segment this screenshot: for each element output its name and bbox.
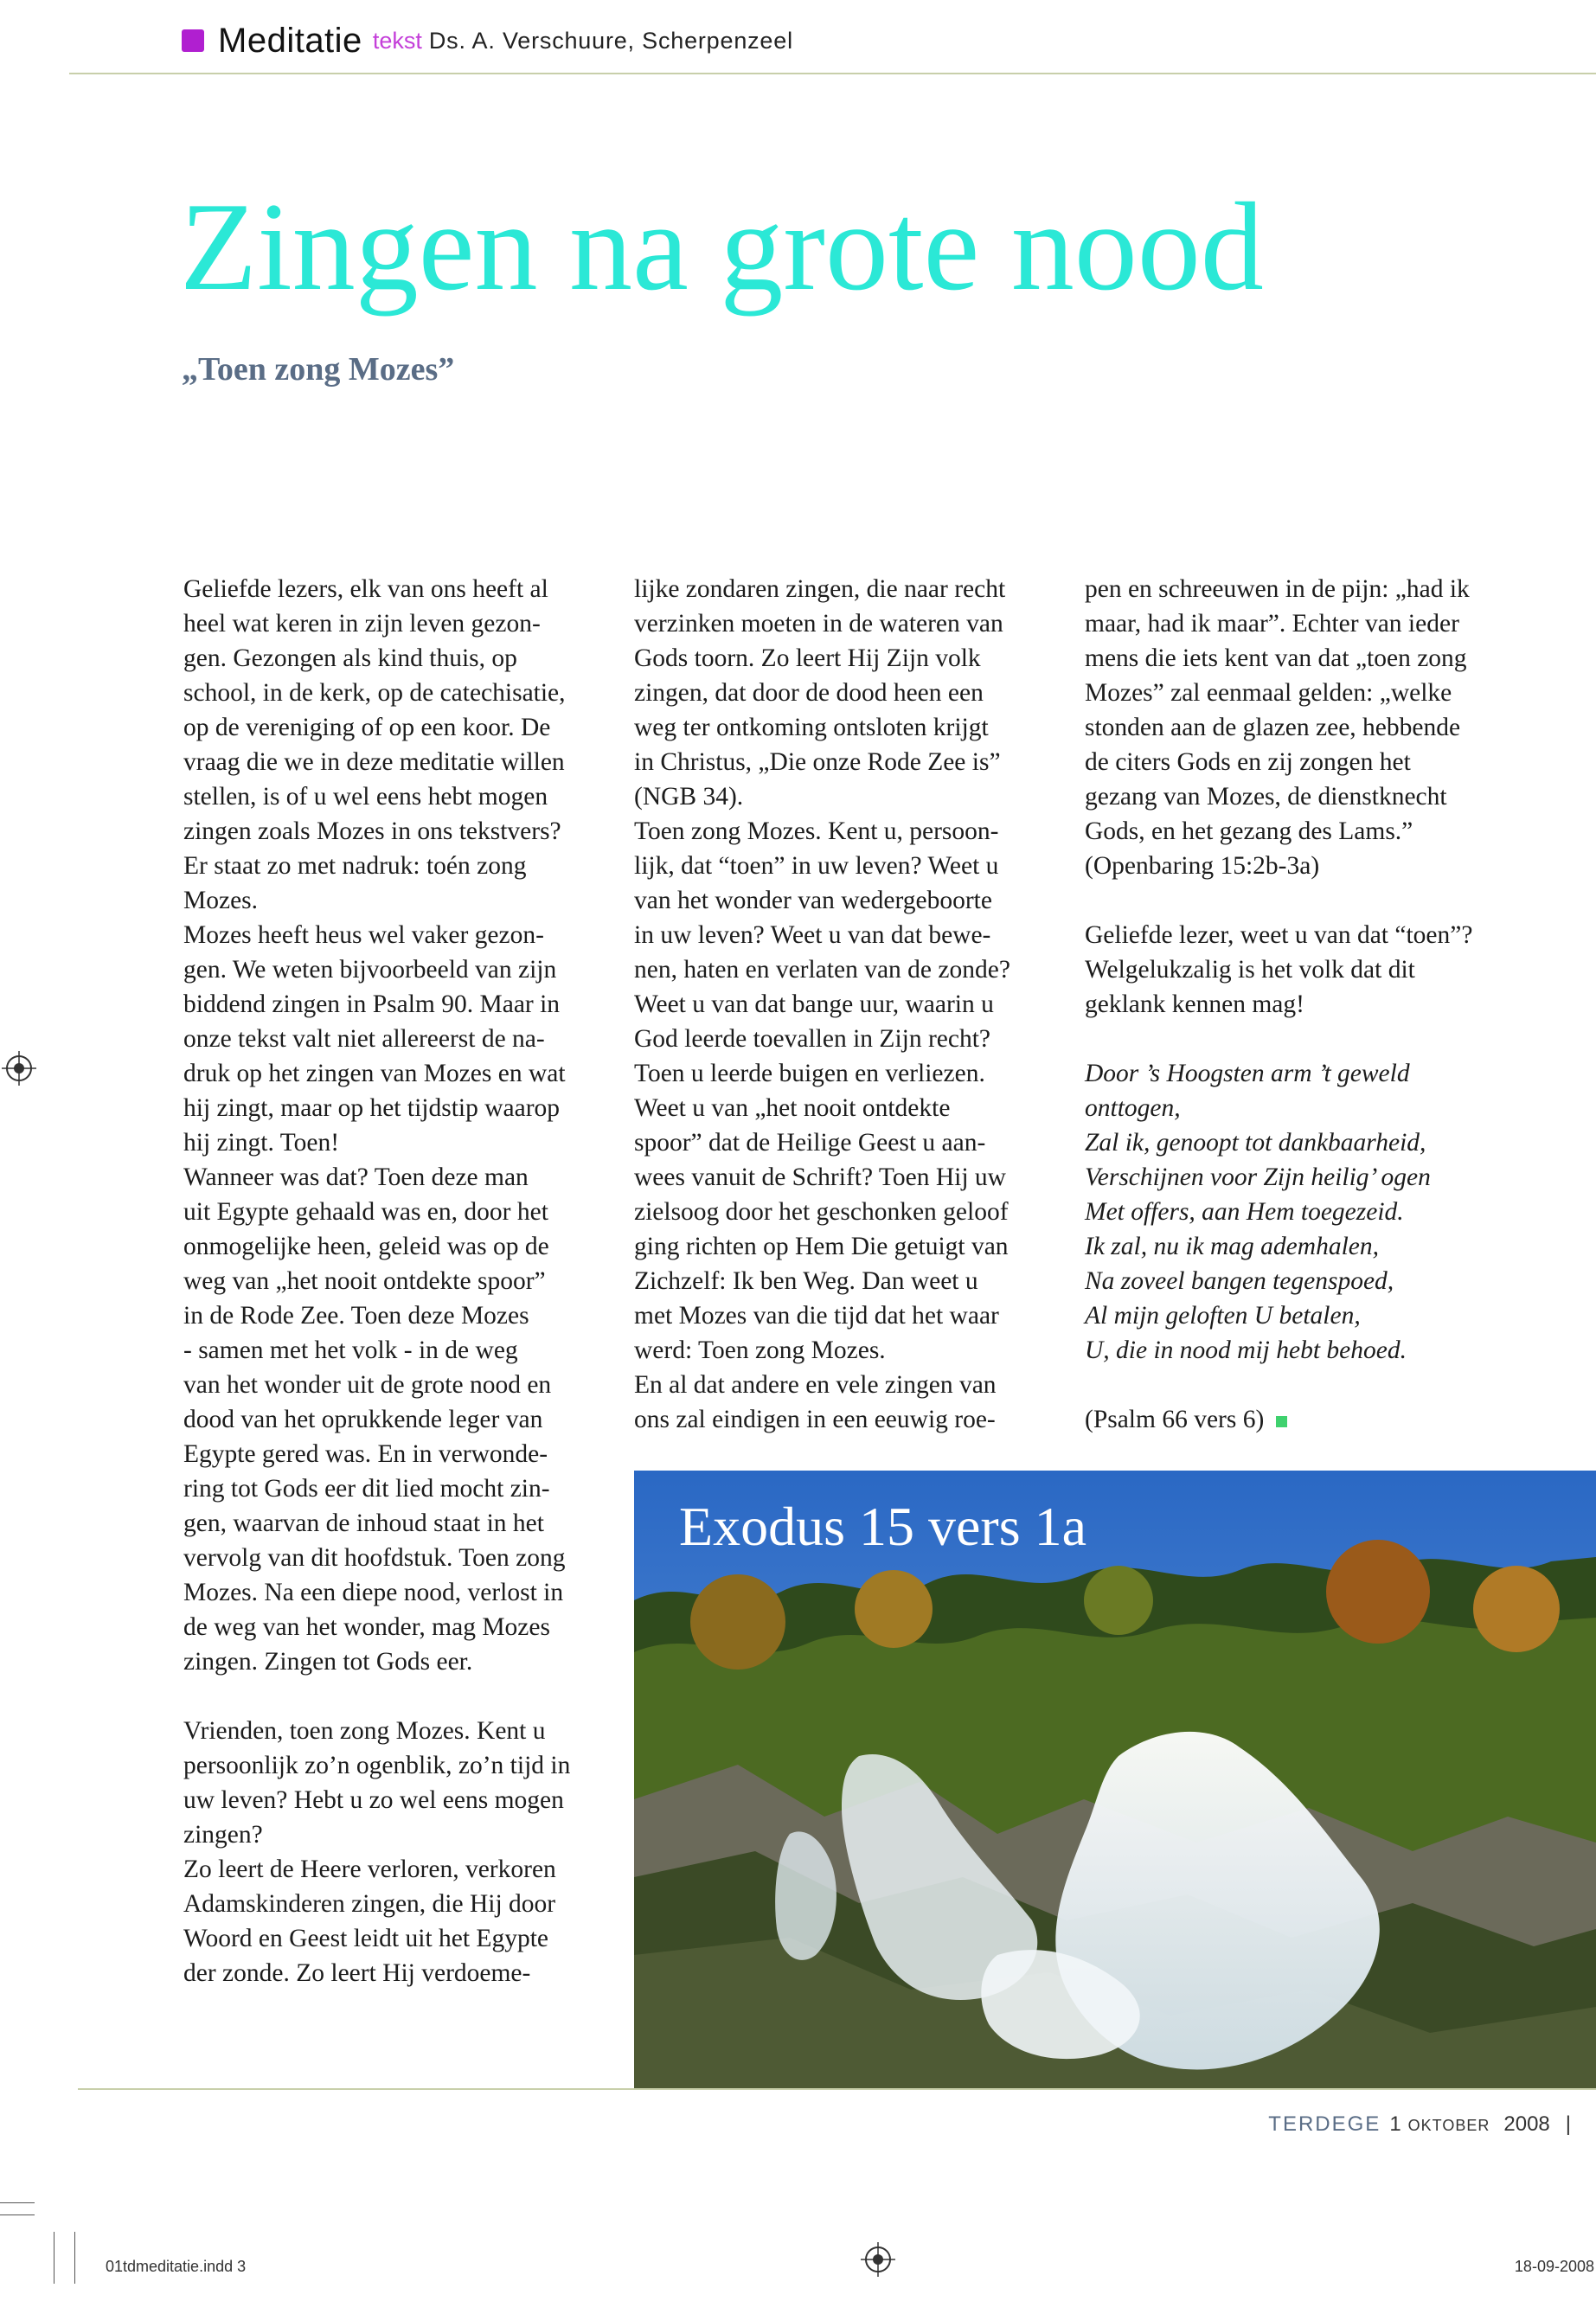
col1b-line: Woord en Geest leidt uit het Egypte (183, 1925, 548, 1952)
paragraph-gap (183, 1679, 570, 1714)
col1b-line: uw leven? Hebt u zo wel eens mogen (183, 1786, 564, 1814)
column-3-paragraph-2 (1085, 918, 1472, 1022)
column-1-paragraph-2 (183, 1714, 570, 1990)
column-3-paragraph-1 (1085, 572, 1472, 883)
issue-day: 1 (1389, 2112, 1401, 2136)
col2-line: God leerde toevallen in Zijn recht? (634, 1025, 991, 1053)
col3-line: Gods, en het gezang des Lams.” (1085, 817, 1413, 845)
col1-line: in de Rode Zee. Toen deze Mozes (183, 1302, 529, 1330)
col1-line: onze tekst valt niet allereerst de na- (183, 1025, 545, 1053)
waterfall-illustration (634, 1471, 1596, 2089)
magazine-name: TERDEGE (1268, 2112, 1381, 2136)
col1-line: Mozes. Na een diepe nood, verlost in (183, 1579, 564, 1606)
col3b-line: Geliefde lezer, weet u van dat “toen”? (1085, 921, 1473, 949)
col2-line: spoor” dat de Heilige Geest u aan- (634, 1129, 986, 1157)
col1-line: uit Egypte gehaald was en, door het (183, 1198, 548, 1226)
col1-line: ring tot Gods eer dit lied mocht zin- (183, 1475, 550, 1503)
poem-line: Al mijn geloften U betalen, (1085, 1302, 1361, 1330)
col3-line: de citers Gods en zij zongen het (1085, 748, 1411, 776)
col2-line: in uw leven? Weet u van dat bewe- (634, 921, 991, 949)
col2-line: lijke zondaren zingen, die naar recht (634, 575, 1006, 603)
col1-line: biddend zingen in Psalm 90. Maar in (183, 990, 561, 1018)
col2-line: En al dat andere en vele zingen van (634, 1371, 997, 1399)
col1b-line: der zonde. Zo leert Hij verdoeme- (183, 1959, 531, 1987)
col1-line: op de vereniging of op een koor. De (183, 714, 551, 741)
col1-line: vraag die we in deze meditatie willen (183, 748, 565, 776)
poem-line: Door ’s Hoogsten arm ’t geweld (1085, 1060, 1410, 1087)
waterfall-photo (634, 1471, 1596, 2089)
col1-line: gen, waarvan de inhoud staat in het (183, 1509, 544, 1537)
poem-line: Zal ik, genoopt tot dankbaarheid, (1085, 1129, 1426, 1157)
registration-mark-icon (2, 1051, 36, 1086)
col1-line: zingen. Zingen tot Gods eer. (183, 1648, 473, 1676)
psalm-reference-text: (Psalm 66 vers 6) (1085, 1406, 1265, 1433)
col2-line: ons zal eindigen in een eeuwig roe- (634, 1406, 996, 1433)
col1-line: onmogelijke heen, geleid was op de (183, 1233, 549, 1260)
col1-line: druk op het zingen van Mozes en wat (183, 1060, 566, 1087)
col3-line: gezang van Mozes, de dienstknecht (1085, 783, 1447, 811)
tekst-label: tekst (372, 27, 422, 54)
poem-line: Ik zal, nu ik mag ademhalen, (1085, 1233, 1379, 1260)
col3-line: (Openbaring 15:2b-3a) (1085, 852, 1320, 880)
col2-line: weg ter ontkoming ontsloten krijgt (634, 714, 989, 741)
col1-line: Mozes heeft heus wel vaker gezon- (183, 921, 544, 949)
col2-line: Gods toorn. Zo leert Hij Zijn volk (634, 644, 981, 672)
column-2-paragraph (634, 572, 1010, 1437)
col3-line: maar, had ik maar”. Echter van ieder (1085, 610, 1459, 638)
crop-mark (74, 2232, 75, 2284)
col1-line: stellen, is of u wel eens hebt mogen (183, 783, 548, 811)
top-divider (69, 73, 1596, 74)
poem-line: Met offers, aan Hem toegezeid. (1085, 1198, 1404, 1226)
col1-line: dood van het oprukkende leger van (183, 1406, 543, 1433)
col1-line: gen. Gezongen als kind thuis, op (183, 644, 517, 672)
col2-line: wees vanuit de Schrift? Toen Hij uw (634, 1163, 1006, 1191)
col2-line: van het wonder van wedergeboorte (634, 887, 992, 914)
col1-line: de weg van het wonder, mag Mozes (183, 1613, 550, 1641)
col2-line: Toen u leerde buigen en verliezen. (634, 1060, 985, 1087)
col1-line: weg van „het nooit ontdekte spoor” (183, 1267, 546, 1295)
col1b-line: persoonlijk zo’n ogenblik, zo’n tijd in (183, 1752, 571, 1779)
col1-line: Wanneer was dat? Toen deze man (183, 1163, 529, 1191)
col2-line: in Christus, „Die onze Rode Zee is” (634, 748, 1001, 776)
col1b-line: zingen? (183, 1821, 263, 1849)
author-name: Ds. A. Verschuure, Scherpenzeel (428, 27, 793, 54)
text-column-3 (1085, 572, 1472, 1437)
col1-line: van het wonder uit de grote nood en (183, 1371, 552, 1399)
col1-line: hij zingt, maar op het tijdstip waarop (183, 1094, 561, 1122)
issue-year: 2008 (1503, 2112, 1550, 2136)
issue-month: OKTOBER (1407, 2117, 1490, 2134)
article-title: Zingen na grote nood (180, 176, 1264, 317)
col1-line: - samen met het volk - in de weg (183, 1336, 518, 1364)
col1-line: heel wat keren in zijn leven gezon- (183, 610, 541, 638)
col2-line: Weet u van „het nooit ontdekte (634, 1094, 951, 1122)
col3-line: pen en schreeuwen in de pijn: „had ik (1085, 575, 1470, 603)
col1b-line: Zo leert de Heere verloren, verkoren (183, 1856, 556, 1883)
bottom-divider (78, 2088, 1596, 2090)
col1b-line: Vrienden, toen zong Mozes. Kent u (183, 1717, 546, 1745)
col2-line: lijk, dat “toen” in uw leven? Weet u (634, 852, 999, 880)
col1-line: Er staat zo met nadruk: toén zong (183, 852, 527, 880)
paragraph-gap (1085, 1368, 1472, 1402)
col1-line: hij zingt. Toen! (183, 1129, 340, 1157)
col2-line: Weet u van dat bange uur, waarin u (634, 990, 994, 1018)
end-mark-icon (1276, 1416, 1287, 1427)
psalm-poem (1085, 1056, 1472, 1368)
text-column-1 (183, 572, 570, 1990)
col1-line: Mozes. (183, 887, 259, 914)
col3b-line: geklank kennen mag! (1085, 990, 1304, 1018)
col3-line: Mozes” zal eenmaal gelden: „welke (1085, 679, 1452, 707)
crop-mark (0, 2202, 35, 2203)
col1-line: Egypte gered was. En in verwonde- (183, 1440, 548, 1468)
col2-line: zingen, dat door de dood heen een (634, 679, 984, 707)
col3-line: mens die iets kent van dat „toen zong (1085, 644, 1467, 672)
col2-line: verzinken moeten in de wateren van (634, 610, 1003, 638)
text-column-2 (634, 572, 1010, 1437)
col2-line: zielsoog door het geschonken geloof (634, 1198, 1009, 1226)
poem-line: onttogen, (1085, 1094, 1181, 1122)
registration-mark-icon (861, 2242, 895, 2277)
poem-line: Na zoveel bangen tegenspoed, (1085, 1267, 1394, 1295)
col1-line: vervolg van dit hoofdstuk. Toen zong (183, 1544, 566, 1572)
col2-line: Toen zong Mozes. Kent u, persoon- (634, 817, 999, 845)
crop-mark (0, 2214, 35, 2215)
col2-line: werd: Toen zong Mozes. (634, 1336, 886, 1364)
col2-line: Zichzelf: Ik ben Weg. Dan weet u (634, 1267, 978, 1295)
col1-line: Geliefde lezers, elk van ons heeft al (183, 575, 548, 603)
article-subtitle: „Toen zong Mozes” (182, 351, 455, 388)
col3-line: stonden aan de glazen zee, hebbende (1085, 714, 1461, 741)
poem-line: Verschijnen voor Zijn heilig’ ogen (1085, 1163, 1431, 1191)
poem-line: U, die in nood mij hebt behoed. (1085, 1336, 1407, 1364)
col2-line: nen, haten en verlaten van de zonde? (634, 956, 1010, 984)
col2-line: ging richten op Hem Die getuigt van (634, 1233, 1009, 1260)
col1-line: zingen zoals Mozes in ons tekstvers? (183, 817, 561, 845)
col1b-line: Adamskinderen zingen, die Hij door (183, 1890, 556, 1918)
photo-caption: Exodus 15 vers 1a (679, 1496, 1087, 1557)
page-footer (1268, 2112, 1571, 2137)
col1-line: gen. We weten bijvoorbeeld van zijn (183, 956, 557, 984)
col3b-line: Welgelukzalig is het volk dat dit (1085, 956, 1415, 984)
slug-filename: 01tdmeditatie.indd 3 (106, 2258, 247, 2275)
paragraph-gap (1085, 1022, 1472, 1056)
col2-line: met Mozes van die tijd dat het waar (634, 1302, 999, 1330)
column-1-paragraph-1 (183, 572, 570, 1679)
col2-line: (NGB 34). (634, 783, 744, 811)
paragraph-gap (1085, 883, 1472, 918)
section-header (182, 19, 793, 62)
section-name: Meditatie (218, 21, 362, 60)
psalm-reference (1085, 1402, 1472, 1437)
section-square-icon (182, 29, 204, 52)
slug-date: 18-09-2008 (1514, 2258, 1594, 2275)
footer-separator: | (1565, 2112, 1571, 2136)
col1-line: school, in de kerk, op de catechisatie, (183, 679, 566, 707)
